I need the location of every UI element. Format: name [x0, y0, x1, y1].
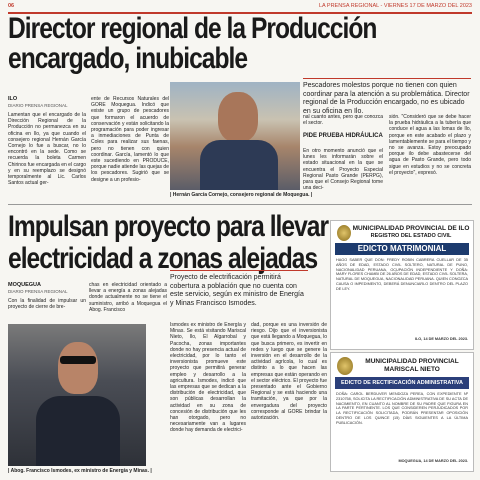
story1-col3-intro: nal cuanto antes, pero que conozca el sector.: [303, 114, 383, 127]
notice2-title-line1: MUNICIPALIDAD PROVINCIAL: [365, 358, 459, 365]
story1-agency: DIARIO PRENSA REGIONAL: [8, 103, 68, 108]
notice1-date: ILO, 14 DE MARZO DEL 2023.: [414, 337, 468, 341]
sunglasses: [60, 356, 96, 364]
story1-headline: Director regional de la Producción encargado, inubicable: [8, 12, 377, 75]
portrait-shirt: [200, 140, 278, 190]
story2-col2: chas en electricidad orientado a llevar a energía a zonas alejadas donde actualmente no se tiene el suministro, arribó a Moquegua el Abog. Francisco: [89, 282, 167, 313]
notice2-date: MOQUEGUA, 14 DE MARZO DEL 2023.: [398, 459, 468, 463]
story1-pull-quote: Pescadores molestos porque no tienen con quien coordinar para la atención a su problemática. Director regional de la Producción encargado, no es ubicado en su oficina en Ilo.: [303, 78, 471, 116]
story2-photo: [8, 324, 146, 466]
story2-col3: Ismodes ex ministro de Energía y Minas. Se está visitando Mariscal Nieto, Ilo, El Algarrobal y Pacocha, zonas importantes donde no hay presencia actual de electricidad, por lo tanto el inversionista promueve este proyecto que permitirá generar empleo y desarrollo a la agricultura. Ismodes, indicó que las empresas que se dedican a la distribución de electricidad, que son públicas desarrollan la actividad en su zona de concesión de distribución que les han otorgado, pero no necesariamente van a lugares donde hay demanda de electrici-: [170, 322, 246, 434]
notice1-band: EDICTO MATRIMONIAL: [335, 243, 469, 255]
page-number: 06: [8, 3, 15, 9]
story2-col1: Con la finalidad de impulsar un proyecto de cierre de bre-: [8, 298, 86, 311]
publication-line: LA PRENSA REGIONAL - VIERNES 17 DE MARZO DEL 2023: [318, 3, 472, 9]
section-divider: [8, 204, 472, 205]
story2-col4: dad, porque es una inversión de riesgo. Dijo que el inversionista que está llegando a Moquegua, lo que busca primero, es invertir en redes y luego que se genere la inversión en el desarrollo de la actividad agrícola, lo cual es distinto a lo que hacen las empresas que están operando en el sector eléctrico. El proyecto fue presentado ante el Gobierno Regional y se está haciendo una tramitación, ya que por la envergadura del proyecto corresponde al GORE brindar la autorización.: [251, 322, 327, 422]
edicto-matrimonial-notice: [330, 220, 474, 350]
municipal-crest-icon: [337, 225, 351, 241]
story1-col1: Lamentan que el encargado de la Dirección Regional de la Producción no permanezca en su oficina en Ilo, ya que cuando el consejero regional Hernán García Cornejo lo fue a buscar, no lo encontró en la sede. Como se recuerda la boleta Carmen Chirinos fue encargada en el cargo y en su reemplazo se designó temporalmente al Lic. Carlos Santos actual ger-: [8, 112, 86, 187]
story2-headline-line1: Impulsan proyecto para llevar: [8, 210, 329, 243]
story1-subhead: PIDE PRUEBA HIDRÁULICA: [303, 133, 383, 139]
edicto-rectificacion-notice: [330, 352, 474, 472]
story2-photo-caption: | Abog. Francisco Ismodes, ex ministro de Energía y Minas. |: [8, 468, 152, 474]
portrait-face: [218, 92, 258, 142]
story1-col2: ente de Recursos Naturales del GORE Moquegua. Indicó que existe un grupo de pescadores que formaron el acuerdo de conservación y están solicitando la programación para poder ingresar a inmediaciones de Punta de Coles para realizar sus faenas, pero no tienen con quien coordinar. García, lamentó lo que este sucediendo en PRODUCE, porque nadie atiende las quejas de los pescadores. Sugirió que se designe a un profesio-: [91, 96, 169, 183]
notice2-title-line2: MARISCAL NIETO: [384, 366, 440, 373]
story2-agency: DIARIO PRENSA REGIONAL: [8, 289, 68, 294]
notice1-title-line1: MUNICIPALIDAD PROVINCIAL DE ILO: [352, 225, 470, 232]
portrait-face: [58, 342, 98, 394]
story1-col4: sión. "Consideró que se debe hacer la prueba hidráulica a la tubería que conduce el agua a las lomas de Ilo, porque en este acabado el plazo y lamentablemente se para el tiempo y no se avanza. Estoy preocupado porque ilo debe abastecerse del agua de Pasto Grande, pero todo sigue en estudios y no se concreta el proyecto", expresó.: [389, 114, 471, 176]
story2-pull-quote: Proyecto de electrificación permitirá cobertura a población que no cuenta con este servicio, según ex ministro de Energía y Minas Francisco Ismodes.: [170, 270, 308, 308]
notice1-title-line2: REGISTRO DEL ESTADO CIVIL: [370, 233, 452, 239]
portrait-suit: [36, 396, 120, 466]
story2-headline-line2: electricidad a zonas alejadas: [8, 242, 318, 275]
story1-author: ILO: [8, 96, 18, 102]
story1-col3: En otro momento anunció que el lunes les informarán sobre el estado situacional en la que se encuentra el Proyecto Especial Regional Pasto Grande (PERPG), para que el Consejo Regional tome una deci-: [303, 148, 383, 192]
story1-photo-caption: | Hernán García Cornejo, consejero regional de Moquegua. |: [170, 192, 313, 198]
story1-photo: [170, 82, 300, 190]
municipal-crest-icon: [337, 357, 353, 375]
story2-author: MOQUEGUA: [8, 282, 41, 288]
notice2-band: EDICTO DE RECTIFICACIÓN ADMINISTRATIVA: [335, 377, 469, 389]
notice1-body: HAGO SABER QUE DON: FREDY ROBIN CABRERA CUELLAR DE 35 AÑOS DE EDAD, ESTADO CIVIL SOLTERO, NATURAL DE PUNO, NACIONALIDAD PERUANA, OCUPACIÓN INDEPENDIENTE Y DOÑA: MARY FLORES CHAMBI DE 26 AÑOS DE EDAD, ESTADO CIVIL SOLTERA, NATURAL DE MOQUEGUA, NACIONALIDAD PERUANA. QUIEN CONOZCA CAUSA O IMPEDIMENTO, DEBERÁ DENUNCIARLO DENTRO DEL PLAZO DE LEY.: [336, 258, 468, 291]
notice2-body: DOÑA: CAROL BERDUVER MENDOZA PEREA, CON EXPEDIENTE Nº 2310758, SOLICITA LA RECTIFICACIÓN ADMINISTRATIVA DE SU ACTA DE NACIMIENTO, EN CUANTO AL NOMBRE DE SU PADRE QUE FIGURA EN LA PARTE PERTINENTE. LOS QUE CONSIDEREN PERJUDICADOS POR LA RECTIFICACIÓN SOLICITADA, PODRÁN PRESENTAR OPOSICIÓN DENTRO DE LOS QUINCE (15) DÍAS SIGUIENTES A LA ÚLTIMA PUBLICACIÓN.: [336, 392, 468, 425]
